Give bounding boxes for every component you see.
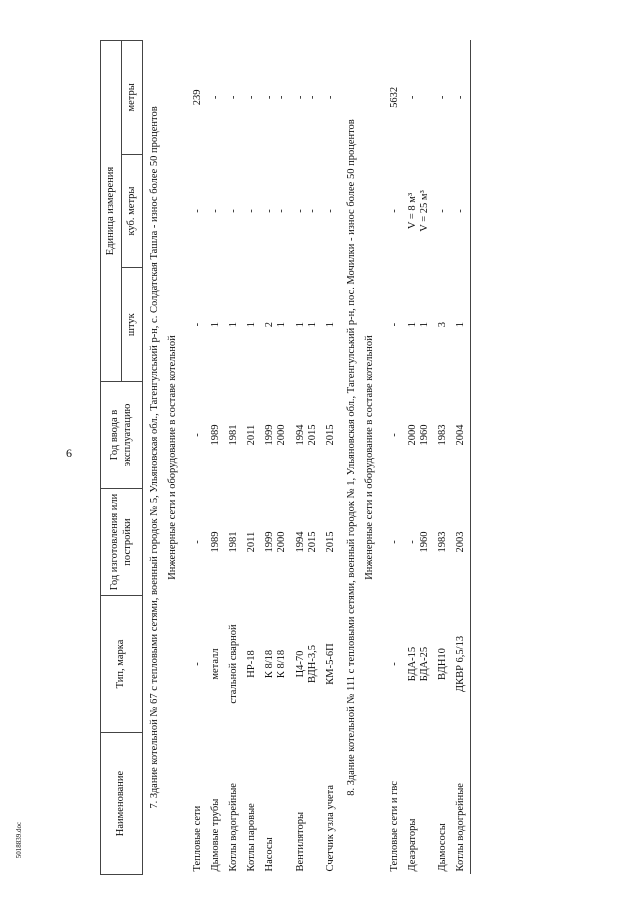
cell-start: [261, 382, 291, 489]
cell-type: [243, 596, 261, 733]
cell-made: [207, 489, 225, 596]
cell-value: -: [388, 433, 400, 437]
cell-made: [189, 489, 207, 596]
cell-pcs: [207, 268, 225, 382]
cell-value: -: [437, 209, 448, 213]
cell-made: [434, 489, 452, 596]
cell-value: -: [192, 322, 204, 327]
header-unit-cub: куб. метры: [122, 154, 143, 268]
cell-type: [452, 596, 471, 733]
cell-pcs: [434, 268, 452, 382]
cell-value: 1994: [294, 424, 306, 446]
header-unit-m: метры: [122, 41, 143, 155]
cell-value: 2003: [455, 531, 467, 553]
cell-start: [292, 382, 322, 489]
cell-made: [452, 489, 471, 596]
cell-value: -: [406, 540, 418, 544]
table-row: [189, 41, 207, 875]
cell-value: -: [294, 209, 306, 213]
cell-made: [225, 489, 243, 596]
cell-value: 1: [246, 322, 258, 328]
cell-m: [292, 41, 322, 155]
cell-value: ВДН-3,5: [306, 645, 318, 683]
cell-value: ВДН10: [437, 648, 448, 680]
cell-m: [225, 41, 243, 155]
cell-value: 2000: [276, 531, 288, 553]
row-name: Котлы водогрейные: [228, 783, 240, 872]
cell-type: [386, 596, 404, 733]
cell-cub: [243, 154, 261, 268]
cell-value: 2015: [306, 531, 318, 553]
cell-value: 1: [276, 322, 288, 328]
cell-value: -: [228, 209, 240, 213]
cell-value: 1960: [418, 424, 430, 446]
row-name: Дымовые трубы: [210, 798, 222, 872]
cell-m: [189, 41, 207, 155]
cell-cub: [434, 154, 452, 268]
cell-value: 2015: [324, 424, 336, 446]
footer-filename: 5018839.doc: [15, 821, 23, 859]
cell-value: -: [210, 209, 222, 213]
header-year-start: Год ввода в эксплуатацию: [101, 382, 143, 489]
table-row: [434, 41, 452, 875]
header-unit-pcs: штук: [122, 268, 143, 382]
cell-pcs: [322, 268, 340, 382]
cell-value: -: [264, 209, 276, 213]
cell-value: -: [294, 95, 306, 100]
cell-made: [322, 489, 340, 596]
cell-pcs: [404, 268, 434, 382]
cell-m: [434, 41, 452, 155]
cell-value: НР-18: [246, 650, 258, 678]
cell-type: [292, 596, 322, 733]
cell-type: [189, 596, 207, 733]
cell-value: -: [192, 433, 204, 437]
cell-value: 2000: [276, 424, 288, 446]
cell-value: 2015: [324, 531, 336, 553]
cell-value: -: [455, 95, 467, 100]
cell-value: -: [264, 95, 276, 100]
cell-value: 1994: [294, 531, 306, 553]
cell-value: V = 8 м³: [406, 192, 418, 230]
cell-m: [404, 41, 434, 155]
cell-m: [243, 41, 261, 155]
row-name: Тепловые сети и гвс: [388, 781, 400, 872]
cell-type: [207, 596, 225, 733]
cell-value: 2004: [455, 424, 467, 446]
row-name: Котлы водогрейные: [455, 783, 467, 872]
cell-m: [207, 41, 225, 155]
header-type: Тип, марка: [101, 596, 143, 733]
cell-value: 2015: [306, 424, 318, 446]
row-name: Котлы паровые: [246, 803, 258, 872]
cell-value: 1960: [418, 531, 430, 553]
header-name: Наименование: [101, 733, 143, 875]
table-row: [207, 41, 225, 875]
cell-start: [404, 382, 434, 489]
row-name: Вентиляторы: [294, 811, 306, 872]
cell-start: [225, 382, 243, 489]
cell-m: [322, 41, 340, 155]
cell-value: 2: [264, 322, 276, 328]
cell-value: -: [388, 662, 400, 666]
table-row: [292, 41, 322, 875]
row-name: Насосы: [264, 837, 276, 872]
cell-pcs: [452, 268, 471, 382]
cell-m: [452, 41, 471, 155]
cell-value: -: [228, 95, 240, 100]
cell-value: 1: [294, 322, 306, 328]
cell-pcs: [189, 268, 207, 382]
cell-start: [189, 382, 207, 489]
cell-cub: [189, 154, 207, 268]
cell-cub: [322, 154, 340, 268]
cell-value: Ц4-70: [294, 650, 306, 678]
header-unit-group: Единица измерения: [101, 41, 122, 382]
cell-value: -: [388, 322, 400, 327]
cell-type: [322, 596, 340, 733]
cell-value: стальной сварной: [228, 624, 240, 704]
table-row: [243, 41, 261, 875]
cell-value: -: [406, 95, 418, 100]
cell-made: [261, 489, 291, 596]
cell-value: 1983: [437, 531, 448, 553]
section-title: 8. Здание котельной № 111 с тепловыми сетями, военный городок № 1, Ульяновская обл., Тагенгулський р-н, пос. Мочилки - износ более 50 процентов: [345, 119, 357, 796]
cell-cub: [292, 154, 322, 268]
cell-value: 1: [210, 322, 222, 328]
cell-start: [322, 382, 340, 489]
table-body: [143, 41, 471, 875]
cell-value: 1: [324, 322, 336, 328]
cell-cub: [404, 154, 434, 268]
cell-value: 1983: [437, 424, 448, 446]
cell-value: 1989: [210, 424, 222, 446]
cell-made: [386, 489, 404, 596]
row-name: Деаэраторы: [406, 818, 418, 872]
table-row: [404, 41, 434, 875]
cell-value: КМ-5-6П: [324, 643, 336, 685]
cell-value: -: [276, 209, 288, 213]
cell-cub: [225, 154, 243, 268]
cell-value: 2000: [406, 424, 418, 446]
cell-value: 1981: [228, 531, 240, 553]
cell-type: [434, 596, 452, 733]
cell-cub: [452, 154, 471, 268]
cell-value: -: [324, 95, 336, 100]
page-number: 6: [66, 446, 72, 460]
cell-value: -: [192, 540, 204, 544]
cell-value: -: [210, 95, 222, 100]
section-subtitle: Инженерные сети и оборудование в составе котельной: [167, 335, 179, 580]
cell-value: 2011: [246, 424, 258, 446]
cell-value: -: [388, 209, 400, 213]
cell-cub: [386, 154, 404, 268]
cell-type: [225, 596, 243, 733]
cell-value: -: [306, 209, 318, 213]
cell-value: -: [388, 540, 400, 544]
row-name: Дымососы: [437, 823, 448, 872]
cell-value: -: [306, 95, 318, 100]
cell-value: -: [437, 95, 448, 100]
cell-start: [386, 382, 404, 489]
cell-pcs: [292, 268, 322, 382]
cell-start: [434, 382, 452, 489]
cell-type: [404, 596, 434, 733]
cell-m: [386, 41, 404, 155]
cell-value: -: [192, 209, 204, 213]
table-row: [452, 41, 471, 875]
cell-value: К 8/18: [264, 649, 276, 679]
cell-value: 239: [192, 89, 204, 106]
cell-start: [207, 382, 225, 489]
table-bottom-border: [471, 41, 474, 875]
cell-value: -: [246, 95, 258, 100]
cell-value: 5632: [388, 86, 400, 108]
cell-value: 1: [406, 322, 418, 328]
cell-pcs: [225, 268, 243, 382]
cell-value: БДА-25: [418, 646, 430, 682]
cell-value: 1: [228, 322, 240, 328]
cell-cub: [207, 154, 225, 268]
cell-value: 1999: [264, 531, 276, 553]
table-row: [322, 41, 340, 875]
table-row: [261, 41, 291, 875]
row-name: Тепловые сети: [192, 805, 204, 872]
cell-value: -: [276, 95, 288, 100]
cell-type: [261, 596, 291, 733]
cell-value: ДКВР 6,5/13: [455, 635, 467, 693]
cell-made: [404, 489, 434, 596]
cell-made: [243, 489, 261, 596]
cell-value: 1999: [264, 424, 276, 446]
cell-value: 1: [455, 322, 467, 328]
cell-value: К 8/18: [276, 649, 288, 679]
cell-start: [452, 382, 471, 489]
section-title: 7. Здание котельной № 67 с тепловыми сетями, военный городок № 5, Ульяновская обл., Тагенгулський р-н, с. Солдатская Ташла - износ более 50 процентов: [149, 106, 160, 809]
table-row: [386, 41, 404, 875]
table-row: [225, 41, 243, 875]
cell-m: [261, 41, 291, 155]
cell-value: 2011: [246, 531, 258, 553]
row-name: Счетчик узла учета: [324, 784, 336, 872]
cell-value: 1: [418, 322, 430, 328]
cell-value: -: [246, 209, 258, 213]
cell-value: -: [192, 662, 204, 666]
cell-value: 1989: [210, 531, 222, 553]
cell-pcs: [386, 268, 404, 382]
cell-value: БДА-15: [406, 646, 418, 682]
cell-value: металл: [210, 648, 222, 680]
cell-start: [243, 382, 261, 489]
cell-value: V = 25 м³: [418, 190, 430, 232]
rotated-table-container: [100, 40, 640, 875]
equipment-table: [100, 40, 473, 875]
cell-value: 3: [437, 322, 448, 328]
header-year-made: Год изготовления или постройки: [101, 489, 143, 596]
cell-value: -: [324, 209, 336, 213]
cell-value: 1: [306, 322, 318, 328]
cell-value: 1981: [228, 424, 240, 446]
cell-pcs: [243, 268, 261, 382]
cell-cub: [261, 154, 291, 268]
section-subtitle: Инженерные сети и оборудование в составе котельной: [363, 335, 375, 580]
cell-made: [292, 489, 322, 596]
cell-value: -: [455, 209, 467, 213]
cell-pcs: [261, 268, 291, 382]
